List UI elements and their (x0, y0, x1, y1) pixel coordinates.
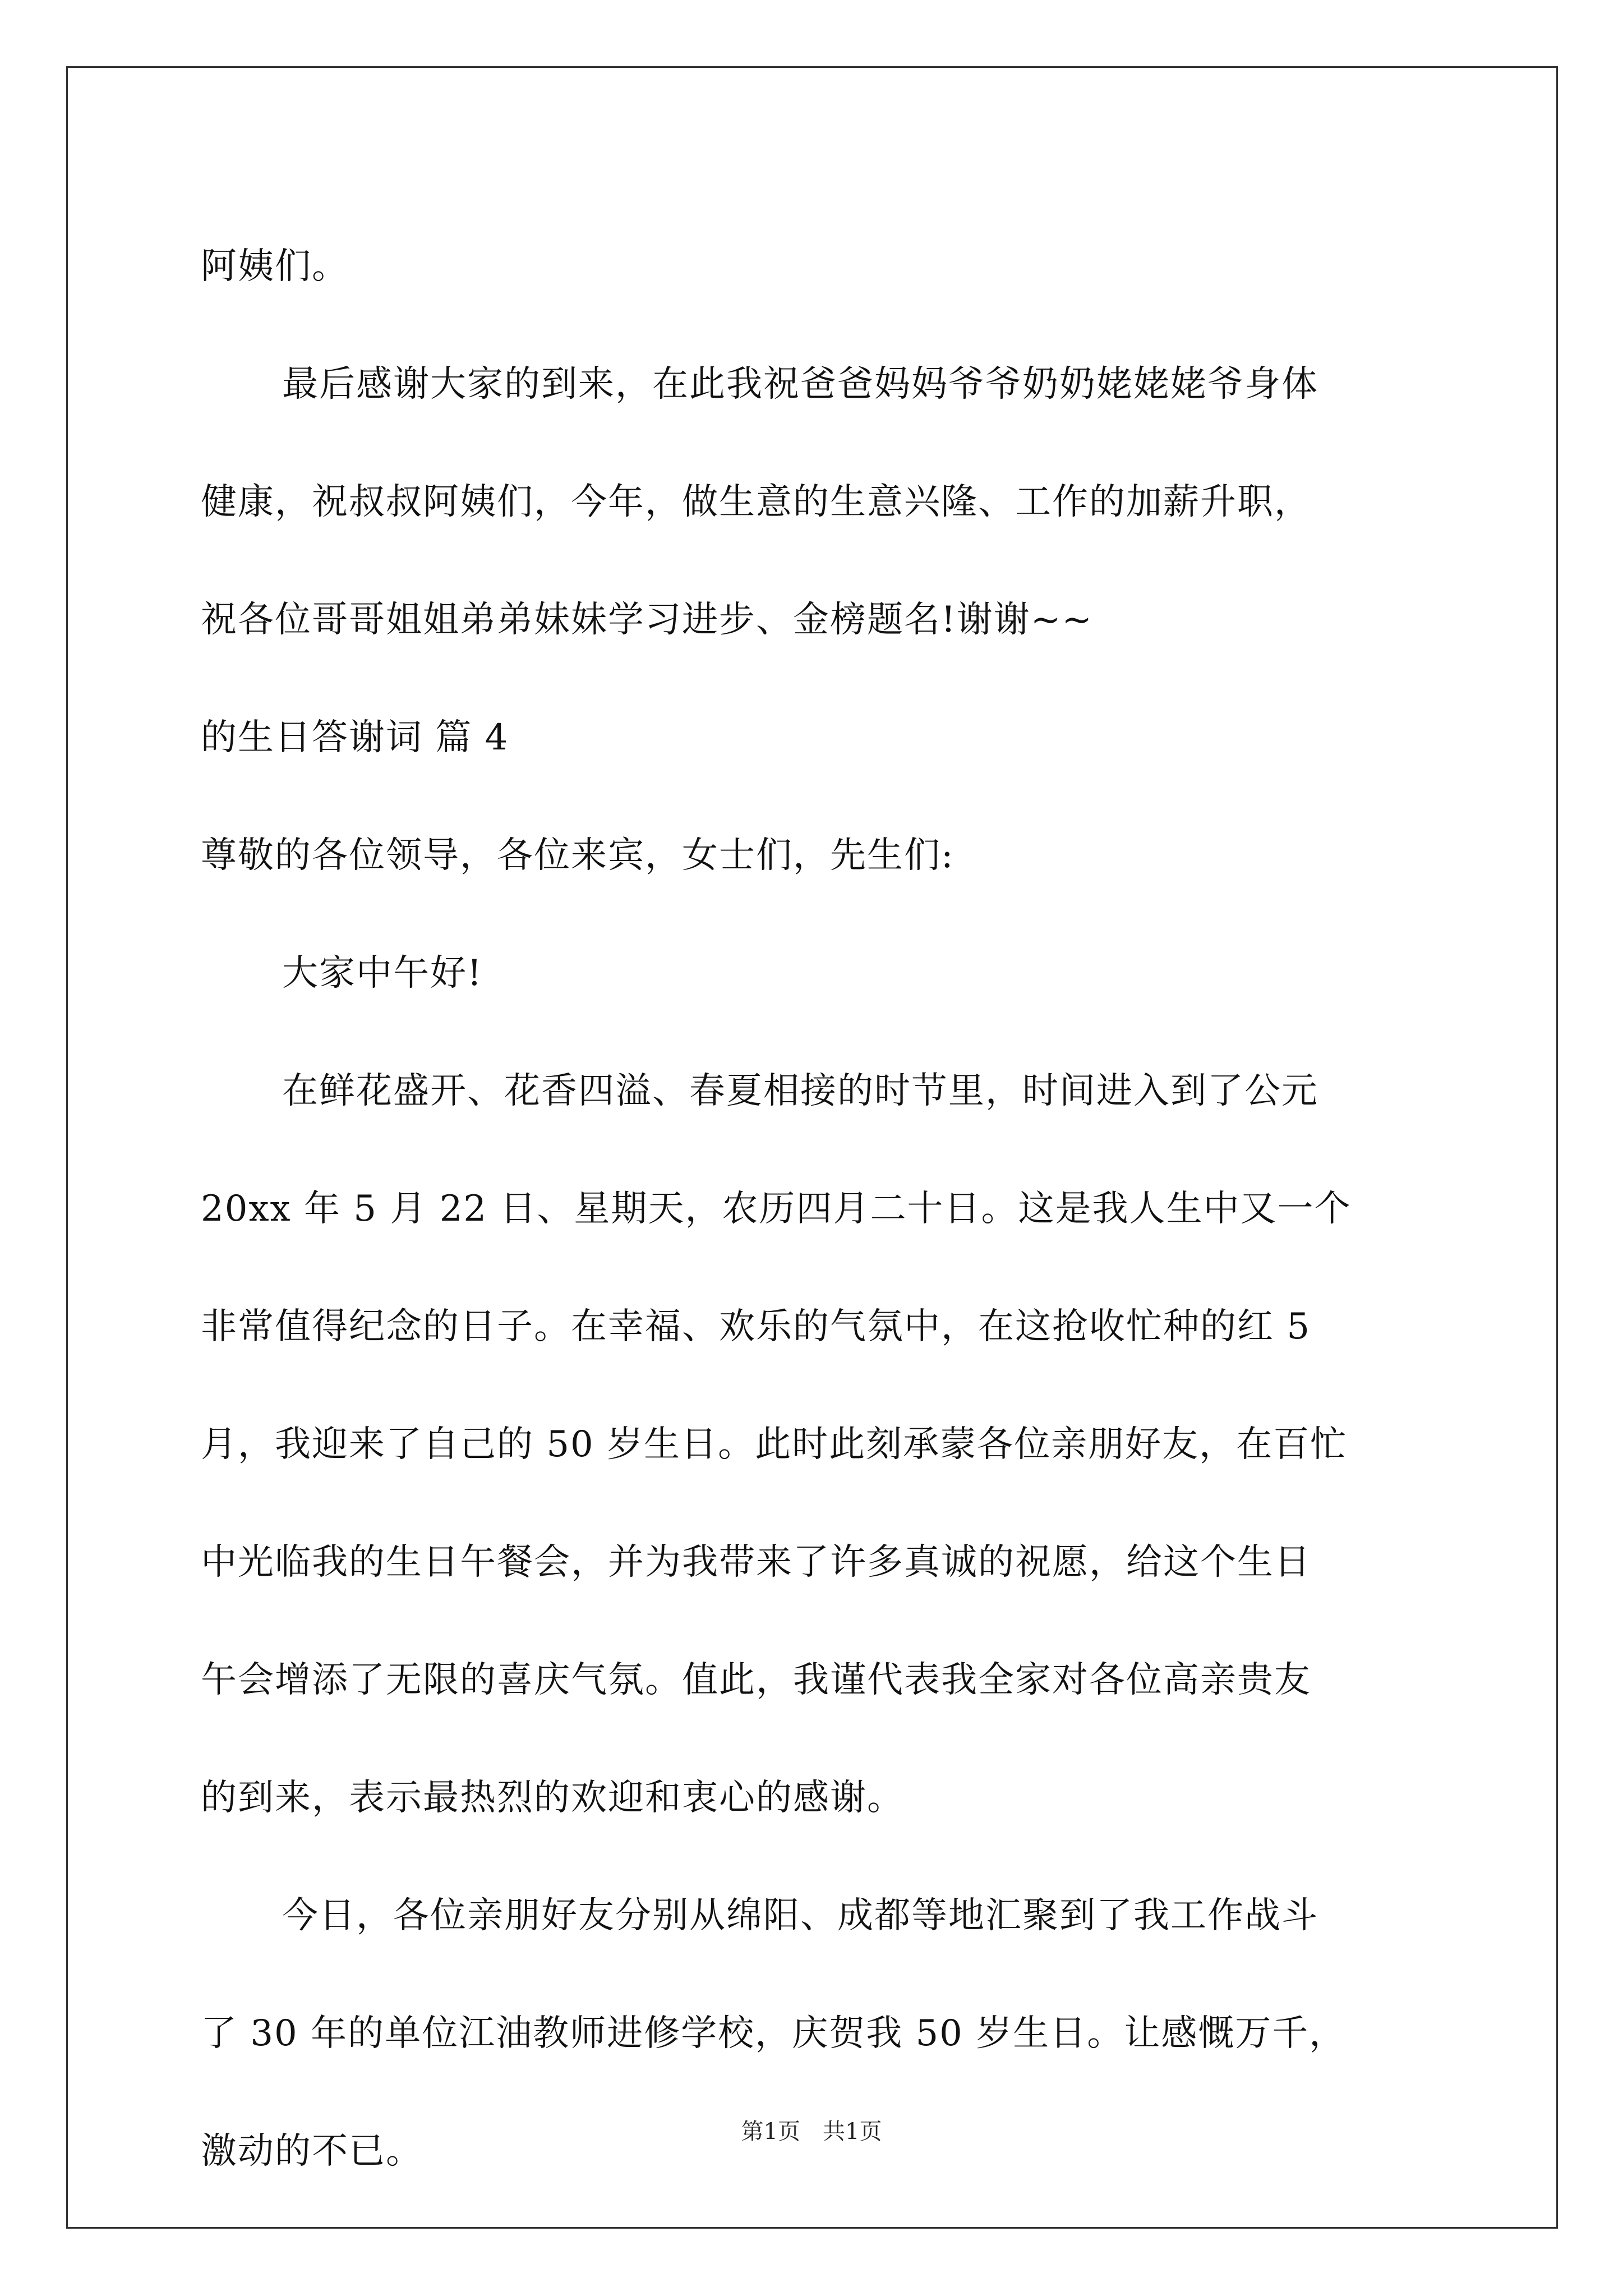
text-line: 祝各位哥哥姐姐弟弟妹妹学习进步、金榜题名!谢谢~~ (201, 599, 1093, 641)
section-heading: 的生日答谢词 篇 4 (201, 717, 509, 758)
document-body (201, 208, 1429, 2210)
text-line: 最后感谢大家的到来，在此我祝爸爸妈妈爷爷奶奶姥姥姥爷身体 (282, 364, 1318, 405)
text-line: 午会增添了无限的喜庆气氛。值此，我谨代表我全家对各位高亲贵友 (201, 1659, 1311, 1701)
text-line: 阿姨们。 (201, 246, 349, 287)
salutation: 尊敬的各位领导，各位来宾，女士们，先生们: (201, 835, 955, 876)
greeting: 大家中午好! (282, 953, 483, 994)
page-total: 共1页 (823, 2119, 882, 2145)
text-line: 20xx 年 5 月 22 日、星期天，农历四月二十日。这是我人生中又一个 (201, 1188, 1352, 1230)
text-line: 激动的不已。 (201, 2131, 423, 2172)
page-footer (0, 2118, 1623, 2146)
text-line: 非常值得纪念的日子。在幸福、欢乐的气氛中，在这抢收忙种的红 5 (201, 1306, 1311, 1347)
text-line: 健康，祝叔叔阿姨们，今年，做生意的生意兴隆、工作的加薪升职， (201, 481, 1311, 523)
text-line: 的到来，表示最热烈的欢迎和衷心的感谢。 (201, 1777, 904, 1819)
text-line: 了 30 年的单位江油教师进修学校，庆贺我 50 岁生日。让感慨万千， (201, 2013, 1347, 2054)
text-line: 月，我迎来了自己的 50 岁生日。此时此刻承蒙各位亲朋好友，在百忙 (201, 1424, 1348, 1465)
text-line: 今日，各位亲朋好友分别从绵阳、成都等地汇聚到了我工作战斗 (282, 1895, 1318, 1936)
text-line: 中光临我的生日午餐会，并为我带来了许多真诚的祝愿，给这个生日 (201, 1542, 1311, 1583)
page-number: 第1页 (741, 2119, 800, 2145)
text-line: 在鲜花盛开、花香四溢、春夏相接的时节里，时间进入到了公元 (282, 1070, 1318, 1112)
